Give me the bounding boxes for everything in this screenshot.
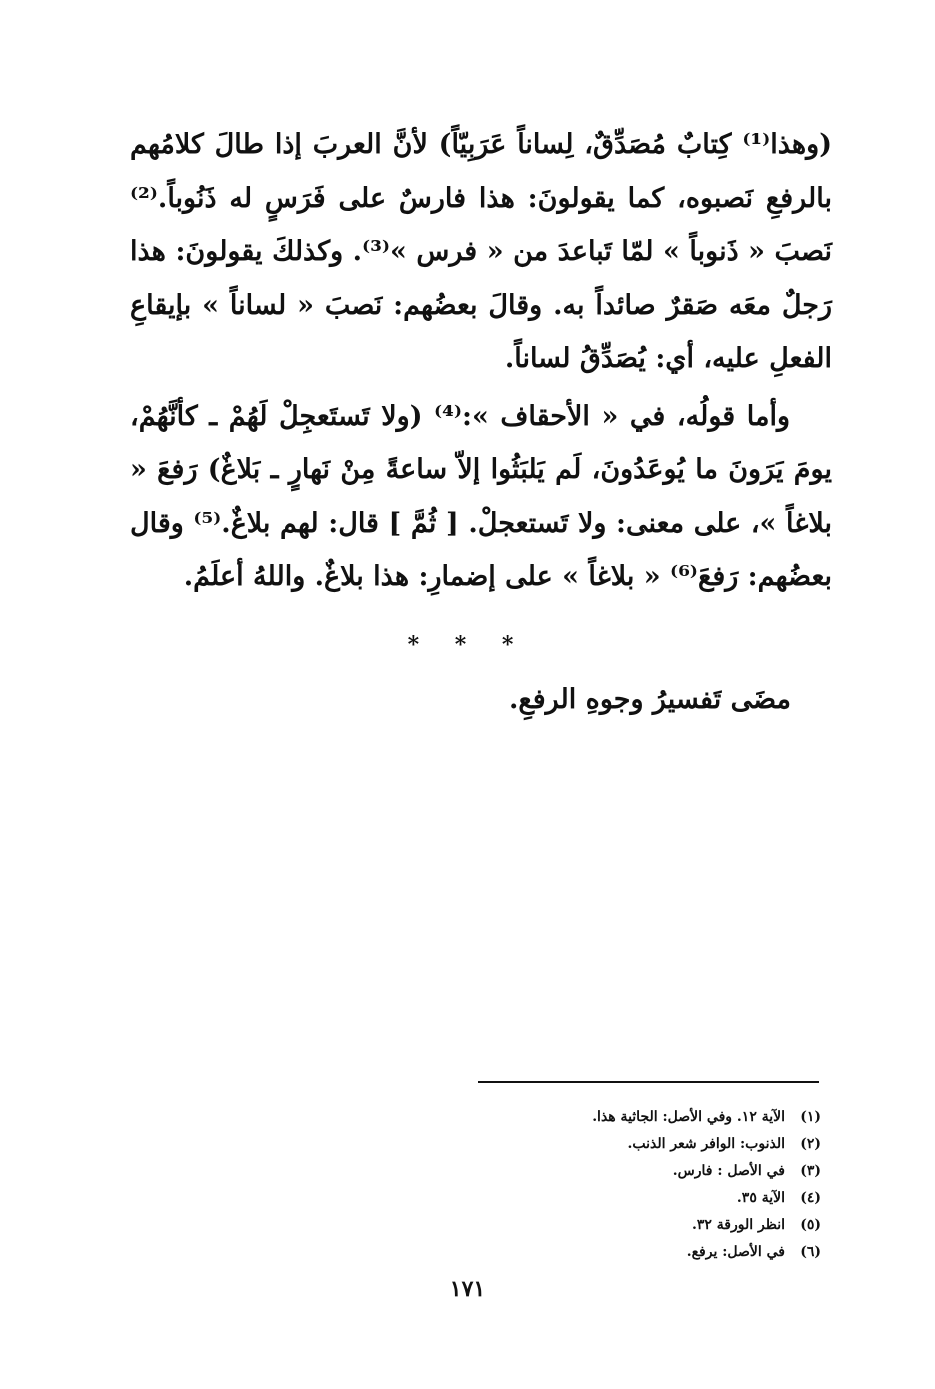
footnote-number: (٥) [800, 1217, 821, 1233]
closing-line: مضَى تَفسيرُ وجوهِ الرفعِ. [508, 684, 791, 715]
paragraph-2: وأما قولُه، في « الأحقاف »:⁽⁴⁾ (ولا تَستَعجِلْ لَهُمْ ـ كأنَّهُمْ، يومَ يَرَونَ ما يُوعَدُونَ، لَم يَلبَثُوا إلاّ ساعةً مِنْ نَهارٍ ـ بَلاغٌ) رَفعَ « بلاغاً »، على معنى: ولا تَستعجلْ. [ ثُمَّ ] قال: لهم بلاغٌ.⁽⁵⁾ وقال بعضُهم: رَفعَ⁽⁶⁾ « بلاغاً » على إضمارِ: هذا بلاغٌ. واللهُ أعلَمُ. [130, 400, 832, 592]
footnote-text: الآية ١٢. وفي الأصل: الجاثية هذا. [592, 1109, 785, 1125]
footnote-divider [478, 1081, 819, 1083]
main-text [130, 118, 832, 604]
footnote-text: في الأصل: يرفع. [686, 1244, 785, 1260]
footnote-item [592, 1239, 821, 1266]
footnote-text: في الأصل : فارس. [672, 1163, 785, 1179]
footnote-item [592, 1158, 821, 1185]
footnote-text: انظر الورقة ٣٢. [691, 1217, 785, 1233]
footnote-text: الآية ٣٥. [736, 1190, 785, 1206]
footnote-number: (٦) [800, 1244, 821, 1260]
footnote-item [592, 1185, 821, 1212]
footnote-item [592, 1212, 821, 1239]
footnote-text: الذنوب: الوافر شعر الذنب. [627, 1136, 785, 1152]
footnote-item [592, 1131, 821, 1158]
footnotes-list [592, 1104, 821, 1266]
footnote-number: (٢) [800, 1136, 821, 1152]
footnote-item [592, 1104, 821, 1131]
section-separator: * * * [407, 632, 528, 658]
footnote-number: (٣) [800, 1163, 821, 1179]
footnote-number: (٤) [800, 1190, 821, 1206]
paragraph-1: (وهذا⁽¹⁾ كِتابٌ مُصَدِّقٌ، لِساناً عَرَبِيّاً) لأنَّ العربَ إذا طالَ كلامُهم بالرفعِ نَصبوه، كما يقولونَ: هذا فارسٌ على فَرَسٍ له ذَنُوباً.⁽²⁾ نَصبَ « ذَنوباً » لمّا تَباعدَ من « فرس »⁽³⁾. وكذلكَ يقولونَ: هذا رَجلٌ معَه صَقرٌ صائداً به. وقالَ بعضُهم: نَصبَ « لساناً » بإيقاعِ الفعلِ عليه، أي: يُصَدِّقُ لساناً. [130, 129, 832, 374]
footnote-number: (١) [800, 1109, 821, 1125]
page-number: ١٧١ [449, 1276, 486, 1302]
